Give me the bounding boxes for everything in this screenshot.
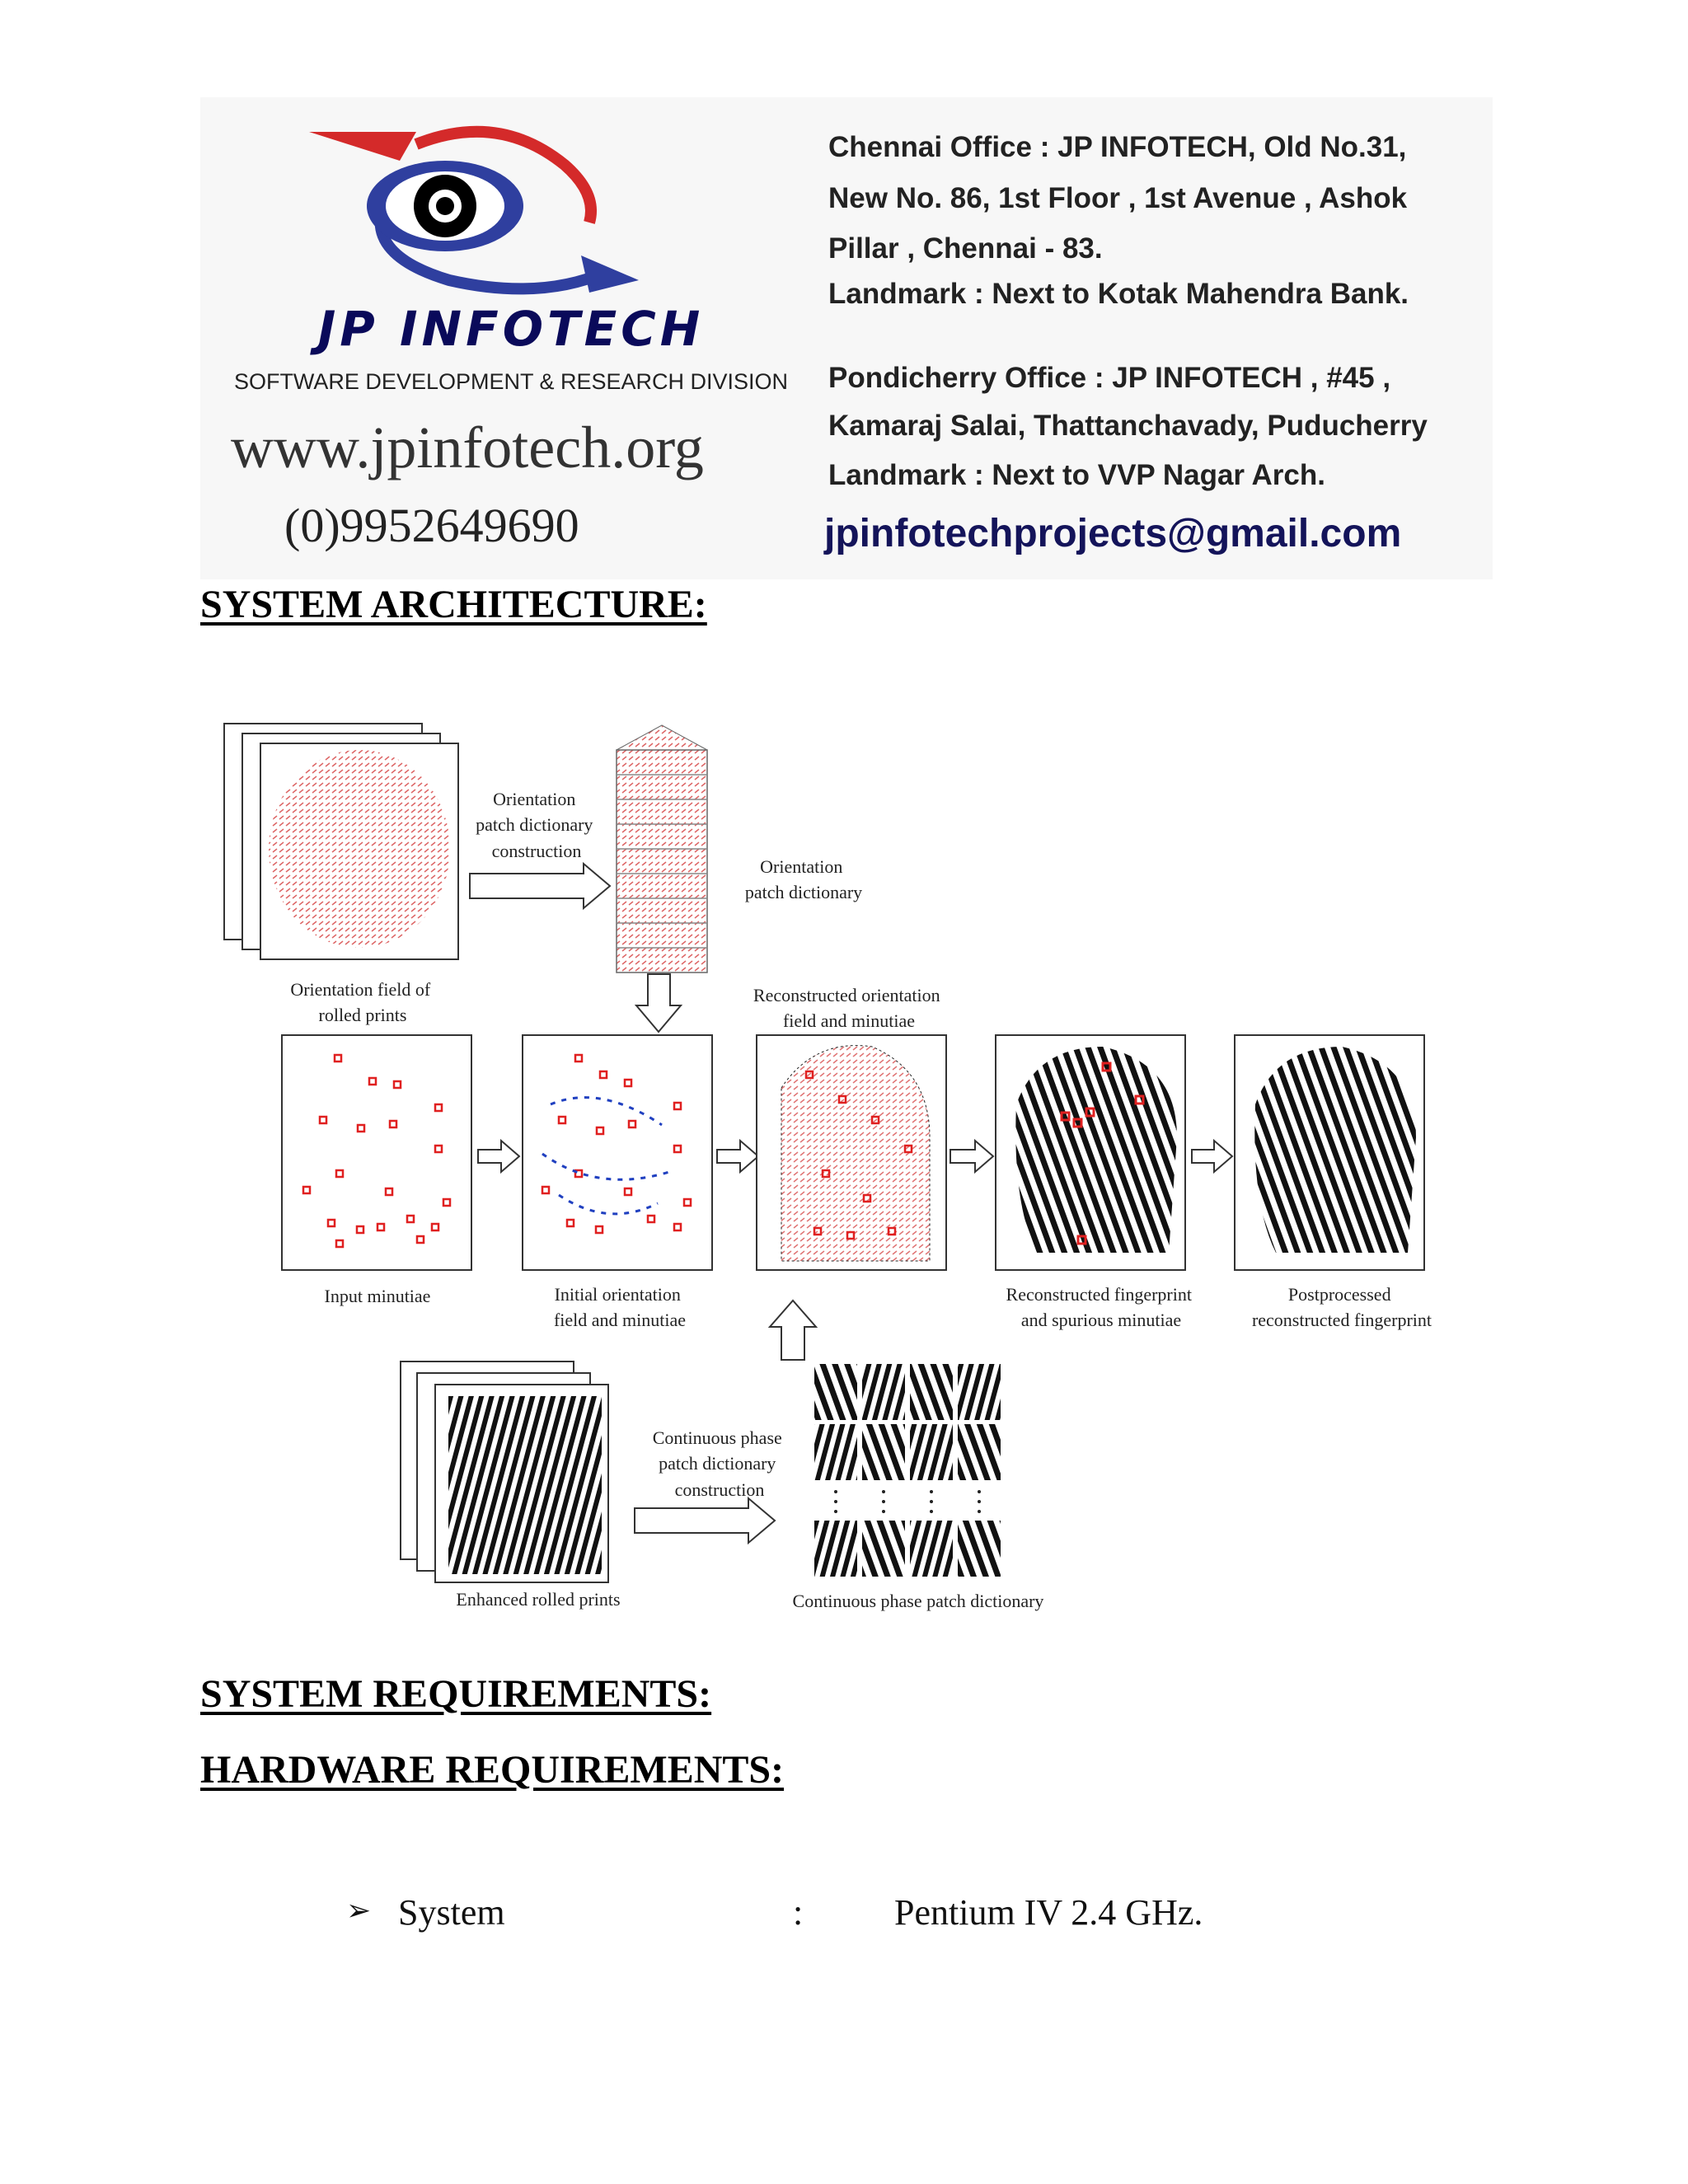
reconstructed-fingerprint-panel (996, 1035, 1185, 1270)
orientation-field-stack (224, 724, 458, 959)
requirement-colon: : (793, 1892, 804, 1933)
input-minutiae-panel (282, 1035, 471, 1270)
reconstructed-fingerprint-caption: Reconstructed fingerprint and spurious minutiae (1006, 1284, 1192, 1330)
right-arrow-icon (1192, 1141, 1232, 1172)
orientation-dictionary-stack (617, 725, 707, 972)
right-arrow-icon (717, 1141, 758, 1172)
phase-dictionary-caption: Continuous phase patch dictionary (792, 1591, 1044, 1611)
right-arrow-icon (478, 1141, 519, 1172)
phone-text: (0)9952649690 (284, 499, 579, 552)
up-arrow-icon (770, 1301, 816, 1360)
website-text: www.jpinfotech.org (231, 415, 704, 480)
orientation-dictionary-label: Orientation patch dictionary (744, 856, 863, 902)
right-arrow-icon (950, 1141, 993, 1172)
pondicherry-address-line: Pondicherry Office : JP INFOTECH , #45 , (828, 362, 1391, 394)
enhanced-prints-caption: Enhanced rolled prints (456, 1589, 621, 1610)
chennai-address-line: Chennai Office : JP INFOTECH, Old No.31, (828, 131, 1407, 163)
email-text: jpinfotechprojects@gmail.com (824, 512, 1402, 555)
requirement-label: System (398, 1892, 505, 1933)
enhanced-prints-stack (401, 1361, 608, 1582)
brand-name: JP INFOTECH (317, 301, 705, 357)
architecture-diagram (213, 709, 1465, 1624)
input-minutiae-caption: Input minutiae (324, 1286, 431, 1306)
division-text: SOFTWARE DEVELOPMENT & RESEARCH DIVISION (233, 369, 789, 394)
hardware-requirements-heading: HARDWARE REQUIREMENTS: (200, 1748, 785, 1792)
pondicherry-landmark: Landmark : Next to VVP Nagar Arch. (828, 459, 1325, 491)
initial-orientation-caption: Initial orientation field and minutiae (553, 1284, 687, 1330)
chennai-address-line: New No. 86, 1st Floor , 1st Avenue , Ashok (828, 182, 1408, 214)
orientation-construction-label: Orientation patch dictionary construction (476, 789, 593, 861)
phase-construction-label: Continuous phase patch dictionary construction (652, 1427, 782, 1500)
arrow-bullet-icon: ➢ (346, 1894, 372, 1928)
architecture-heading: SYSTEM ARCHITECTURE: (200, 583, 707, 626)
chennai-landmark: Landmark : Next to Kotak Mahendra Bank. (828, 278, 1409, 310)
pondicherry-address-line: Kamaraj Salai, Thattanchavady, Puducherry (828, 410, 1428, 442)
chennai-address-line: Pillar , Chennai - 83. (828, 232, 1103, 265)
reconstructed-orientation-label: Reconstructed orientation field and minutiae (753, 985, 940, 1031)
system-requirements-heading: SYSTEM REQUIREMENTS: (200, 1672, 712, 1716)
orientation-field-caption: Orientation field of rolled prints (290, 979, 431, 1025)
phase-dictionary-grid (814, 1364, 1001, 1577)
reconstructed-orientation-panel (757, 1035, 946, 1270)
postprocessed-fingerprint-panel (1235, 1035, 1424, 1270)
requirement-value: Pentium IV 2.4 GHz. (894, 1892, 1203, 1933)
jp-infotech-logo-icon (293, 115, 639, 321)
postprocessed-caption: Postprocessed reconstructed fingerprint (1251, 1284, 1432, 1330)
right-arrow-icon (470, 864, 610, 908)
initial-orientation-panel (523, 1035, 712, 1270)
right-arrow-icon (635, 1498, 775, 1543)
down-arrow-icon (636, 974, 681, 1032)
